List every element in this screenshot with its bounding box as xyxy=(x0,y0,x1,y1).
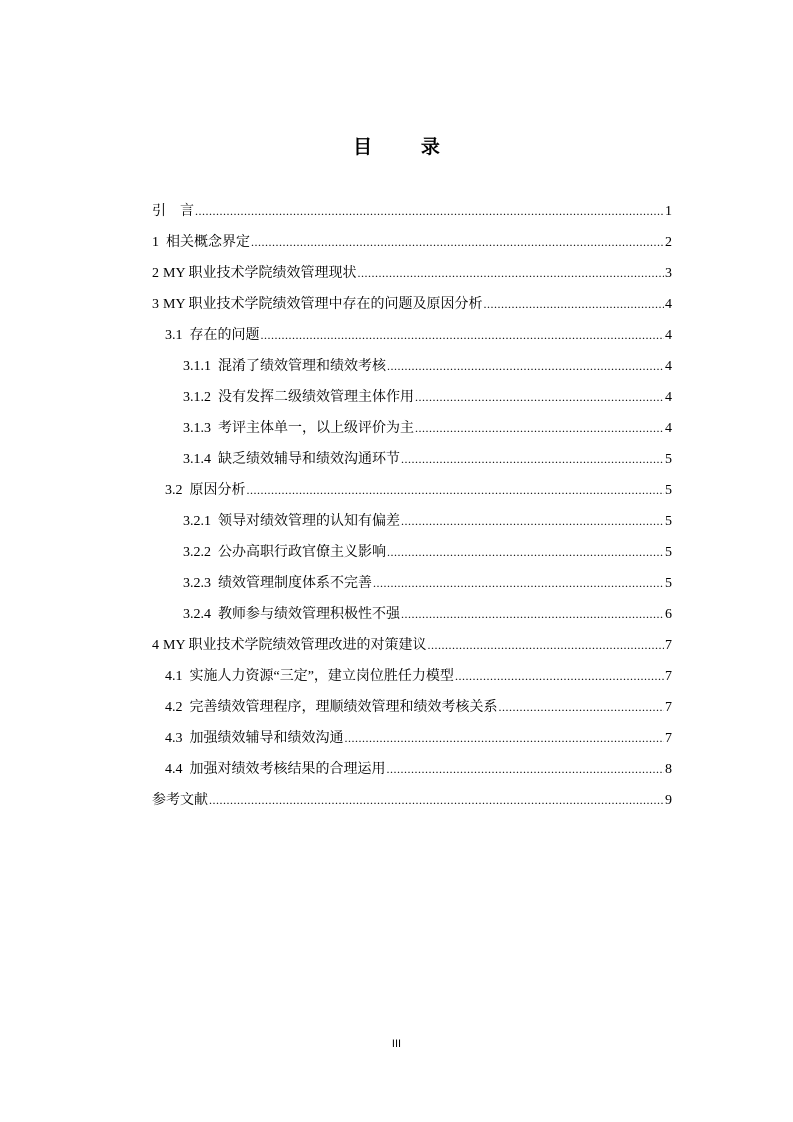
toc-dot-leader xyxy=(415,382,664,413)
toc-entry[interactable] xyxy=(152,320,672,351)
toc-entry-title: 教师参与绩效管理积极性不强 xyxy=(218,607,400,622)
toc-entry-number: 2 xyxy=(152,266,159,281)
toc-entry-title: 实施人力资源“三定”，建立岗位胜任力模型 xyxy=(189,669,454,684)
toc-entry-title: 加强对绩效考核结果的合理运用 xyxy=(189,762,386,777)
toc-dot-leader xyxy=(345,723,665,754)
toc-dot-leader xyxy=(195,196,664,227)
toc-entry[interactable] xyxy=(152,661,672,692)
toc-entry-page: 2 xyxy=(665,235,672,250)
toc-entry-number: 3.2.3 xyxy=(183,576,211,591)
toc-entry-page: 4 xyxy=(665,421,672,436)
toc-entry[interactable] xyxy=(152,723,672,754)
toc-entry-number: 4.1 xyxy=(165,669,183,684)
toc-entry[interactable] xyxy=(152,599,672,630)
toc-entry-title: 缺乏绩效辅导和绩效沟通环节 xyxy=(218,452,400,467)
toc-entry[interactable] xyxy=(152,692,672,723)
toc-entry-title: 参考文献 xyxy=(152,793,208,808)
toc-entry[interactable] xyxy=(152,382,672,413)
toc-entry-title: 存在的问题 xyxy=(189,328,260,343)
toc-entry[interactable] xyxy=(152,258,672,289)
toc-entry-title: 绩效管理制度体系不完善 xyxy=(218,576,372,591)
toc-entry-page: 6 xyxy=(665,607,672,622)
toc-entry-title: 完善绩效管理程序，理顺绩效管理和绩效考核关系 xyxy=(189,700,498,715)
toc-entry-page: 4 xyxy=(665,297,672,312)
toc-entry-title: MY 职业技术学院绩效管理中存在的问题及原因分析 xyxy=(163,297,483,312)
toc-entry-page: 5 xyxy=(665,514,672,529)
toc-dot-leader xyxy=(401,444,664,475)
toc-entry-title: MY 职业技术学院绩效管理改进的对策建议 xyxy=(163,638,427,653)
toc-dot-leader xyxy=(484,289,664,320)
toc-dot-leader xyxy=(455,661,664,692)
toc-entry-number: 3.2.4 xyxy=(183,607,211,622)
toc-entry-number: 1 xyxy=(152,235,159,250)
toc-dot-leader xyxy=(415,413,664,444)
toc-entry-page: 5 xyxy=(665,576,672,591)
toc-entry-page: 4 xyxy=(665,390,672,405)
toc-entry[interactable] xyxy=(152,196,672,227)
toc-entry-page: 7 xyxy=(665,669,672,684)
toc-entry-title: MY 职业技术学院绩效管理现状 xyxy=(163,266,357,281)
toc-entry-page: 7 xyxy=(665,700,672,715)
toc-entry-page: 5 xyxy=(665,452,672,467)
toc-entry[interactable] xyxy=(152,475,672,506)
toc-dot-leader xyxy=(401,599,664,630)
toc-dot-leader xyxy=(428,630,664,661)
toc-entry-number: 4.3 xyxy=(165,731,183,746)
toc-entry-page: 1 xyxy=(665,204,672,219)
toc-entry[interactable] xyxy=(152,227,672,258)
toc-entry[interactable] xyxy=(152,413,672,444)
toc-entry-page: 9 xyxy=(665,793,672,808)
toc-entry-page: 4 xyxy=(665,328,672,343)
toc-entry-page: 4 xyxy=(665,359,672,374)
toc-dot-leader xyxy=(387,351,664,382)
toc-dot-leader xyxy=(499,692,665,723)
toc-entry-number: 3.1.4 xyxy=(183,452,211,467)
toc-entry-page: 5 xyxy=(665,545,672,560)
toc-entry-number: 4.4 xyxy=(165,762,183,777)
toc-entry[interactable] xyxy=(152,444,672,475)
toc-entry-page: 8 xyxy=(665,762,672,777)
toc-entry-number: 3.1.3 xyxy=(183,421,211,436)
toc-entry-title: 混淆了绩效管理和绩效考核 xyxy=(218,359,386,374)
toc-entry[interactable] xyxy=(152,630,672,661)
toc-entry-page: 7 xyxy=(665,731,672,746)
toc-entry-title: 原因分析 xyxy=(189,483,246,498)
toc-entry[interactable] xyxy=(152,785,672,816)
toc-entry-number: 3.1.1 xyxy=(183,359,211,374)
toc-dot-leader xyxy=(358,258,664,289)
toc-dot-leader xyxy=(387,754,665,785)
toc-entry-number: 3.1 xyxy=(165,328,183,343)
toc-entry-number: 4.2 xyxy=(165,700,183,715)
toc-entry-page: 7 xyxy=(665,638,672,653)
toc-entry-number: 3.2.2 xyxy=(183,545,211,560)
toc-entry[interactable] xyxy=(152,351,672,382)
toc-entry-title: 加强绩效辅导和绩效沟通 xyxy=(189,731,344,746)
toc-entry-number: 3.2.1 xyxy=(183,514,211,529)
page-title: 目 录 xyxy=(353,137,462,158)
toc-dot-leader xyxy=(373,568,664,599)
toc-entry-number: 3.1.2 xyxy=(183,390,211,405)
toc-entry-title: 领导对绩效管理的认知有偏差 xyxy=(218,514,400,529)
toc-entry[interactable] xyxy=(152,754,672,785)
toc-entry[interactable] xyxy=(152,289,672,320)
toc-dot-leader xyxy=(251,227,664,258)
toc-entry[interactable] xyxy=(152,568,672,599)
page-number: III xyxy=(391,1038,402,1050)
toc-entry-title: 考评主体单一，以上级评价为主 xyxy=(218,421,414,436)
toc-entry-number: 3 xyxy=(152,297,159,312)
toc-entry[interactable] xyxy=(152,506,672,537)
toc-entry-title: 相关概念界定 xyxy=(166,235,250,250)
toc-entry-page: 5 xyxy=(665,483,672,498)
toc-dot-leader xyxy=(247,475,665,506)
toc-entry-title: 公办高职行政官僚主义影响 xyxy=(218,545,386,560)
toc-entry[interactable] xyxy=(152,537,672,568)
toc-entry-page: 3 xyxy=(665,266,672,281)
toc-entry-number: 4 xyxy=(152,638,159,653)
table-of-contents xyxy=(152,196,672,816)
toc-entry-title: 没有发挥二级绩效管理主体作用 xyxy=(218,390,414,405)
toc-dot-leader xyxy=(209,785,664,816)
toc-dot-leader xyxy=(401,506,664,537)
toc-entry-number: 3.2 xyxy=(165,483,183,498)
toc-entry-title: 引 言 xyxy=(152,204,194,219)
toc-dot-leader xyxy=(261,320,665,351)
toc-dot-leader xyxy=(387,537,664,568)
